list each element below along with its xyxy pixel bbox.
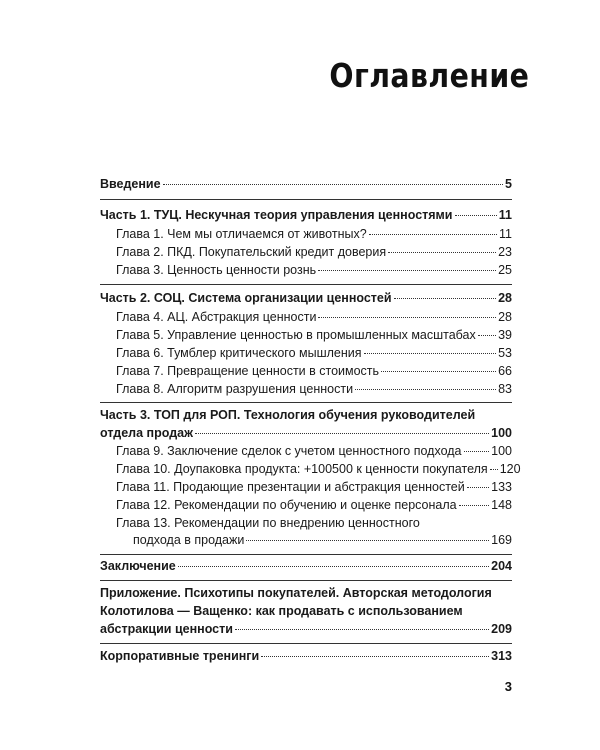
- toc-entry-page: 28: [498, 310, 512, 324]
- toc-entry-title: подхода в продажи: [133, 533, 245, 547]
- toc-entry-part-2[interactable]: [100, 290, 512, 306]
- toc-entry-title: абстракции ценности: [100, 622, 233, 636]
- toc-entry-page: 53: [498, 346, 512, 360]
- dot-leader: [364, 353, 497, 354]
- toc-entry-chapter-10[interactable]: [116, 461, 521, 477]
- dot-leader: [178, 566, 489, 567]
- toc-entry-part-3-title-line-1: Часть 3. ТОП для РОП. Технология обучения руководителей: [100, 408, 476, 422]
- toc-entry-title: Часть 2. СОЦ. Система организации ценностей: [100, 291, 392, 305]
- section-divider: [100, 554, 512, 555]
- toc-entry-chapter-13-title-line-1: Глава 13. Рекомендации по внедрению ценностного: [116, 516, 420, 530]
- toc-entry-page: 313: [491, 649, 512, 663]
- dot-leader: [381, 371, 496, 372]
- toc-entry-part-1[interactable]: [100, 207, 512, 223]
- toc-entry-title: Глава 8. Алгоритм разрушения ценности: [116, 382, 354, 396]
- section-divider: [100, 580, 512, 581]
- toc-entry-title: Часть 1. ТУЦ. Нескучная теория управления ценностями: [100, 208, 453, 222]
- toc-entry-chapter-2[interactable]: [116, 244, 512, 260]
- toc-entry-page: 100: [491, 444, 512, 458]
- toc-entry-title: отдела продаж: [100, 426, 193, 440]
- toc-entry-chapter-13[interactable]: [133, 532, 512, 548]
- toc-entry-appendix[interactable]: [100, 621, 512, 637]
- toc-entry-page: 25: [498, 263, 512, 277]
- toc-entry-page: 23: [498, 245, 512, 259]
- toc-entry-title: Глава 2. ПКД. Покупательский кредит доверия: [116, 245, 387, 259]
- toc-entry-page: 169: [491, 533, 512, 547]
- toc-entry-chapter-5[interactable]: [116, 327, 512, 343]
- toc-entry-title: Глава 4. АЦ. Абстракция ценности: [116, 310, 317, 324]
- toc-entry-page: 66: [498, 364, 512, 378]
- toc-entry-chapter-12[interactable]: [116, 497, 512, 513]
- toc-entry-conclusion[interactable]: [100, 558, 512, 574]
- dot-leader: [490, 469, 498, 470]
- toc-entry-chapter-1[interactable]: [116, 226, 512, 242]
- toc-entry-chapter-6[interactable]: [116, 345, 512, 361]
- toc-entry-page: 148: [491, 498, 512, 512]
- toc-entry-title: Заключение: [100, 559, 176, 573]
- dot-leader: [355, 389, 496, 390]
- toc-entry-introduction[interactable]: [100, 176, 512, 192]
- dot-leader: [478, 335, 496, 336]
- dot-leader: [195, 433, 489, 434]
- toc-entry-page: 209: [491, 622, 512, 636]
- toc-entry-chapter-8[interactable]: [116, 381, 512, 397]
- toc-entry-page: 28: [498, 291, 512, 305]
- toc-entry-title: Корпоративные тренинги: [100, 649, 260, 663]
- toc-entry-chapter-4[interactable]: [116, 309, 512, 325]
- dot-leader: [388, 252, 496, 253]
- toc-entry-chapter-3[interactable]: [116, 262, 512, 278]
- dot-leader: [318, 317, 496, 318]
- toc-entry-title: Введение: [100, 177, 161, 191]
- dot-leader: [235, 629, 489, 630]
- dot-leader: [369, 234, 497, 235]
- section-divider: [100, 643, 512, 644]
- toc-entry-page: 100: [491, 426, 512, 440]
- toc-entry-appendix-title-line-2: Колотилова — Ващенко: как продавать с использованием: [100, 604, 463, 618]
- toc-entry-page: 120: [499, 462, 521, 476]
- toc-entry-title: Глава 6. Тумблер критического мышления: [116, 346, 362, 360]
- toc-entry-page: 83: [498, 382, 512, 396]
- toc-entry-title: Глава 7. Превращение ценности в стоимость: [116, 364, 380, 378]
- dot-leader: [467, 487, 489, 488]
- toc-entry-trainings[interactable]: [100, 648, 512, 664]
- dot-leader: [459, 505, 490, 506]
- section-divider: [100, 284, 512, 285]
- dot-leader: [318, 270, 496, 271]
- toc-entry-title: Глава 11. Продающие презентации и абстракция ценностей: [116, 480, 465, 494]
- toc-entry-page: 11: [499, 227, 512, 241]
- toc-entry-title: Глава 9. Заключение сделок с учетом ценностного подхода: [116, 444, 462, 458]
- toc-entry-page: 133: [491, 480, 512, 494]
- toc-entry-title: Глава 5. Управление ценностью в промышленных масштабах: [116, 328, 476, 342]
- toc-entry-title: Глава 3. Ценность ценности рознь: [116, 263, 317, 277]
- toc-entry-title: Глава 1. Чем мы отличаемся от животных?: [116, 227, 367, 241]
- toc-entry-appendix-title-line-1: Приложение. Психотипы покупателей. Авторская методология: [100, 586, 492, 600]
- toc-entry-page: 11: [498, 208, 512, 222]
- dot-leader: [261, 656, 489, 657]
- toc-entry-chapter-11[interactable]: [116, 479, 512, 495]
- dot-leader: [394, 298, 497, 299]
- dot-leader: [455, 215, 497, 216]
- section-divider: [100, 402, 512, 403]
- section-divider: [100, 199, 512, 200]
- toc-entry-page: 204: [491, 559, 512, 573]
- toc-entry-chapter-9[interactable]: [116, 443, 512, 459]
- dot-leader: [464, 451, 490, 452]
- toc-entry-page: 5: [505, 177, 512, 191]
- dot-leader: [246, 540, 489, 541]
- toc-entry-title: Глава 12. Рекомендации по обучению и оценке персонала: [116, 498, 457, 512]
- toc-entry-part-3[interactable]: [100, 425, 512, 441]
- page-title: Оглавление: [329, 56, 530, 95]
- page-number: 3: [504, 679, 512, 694]
- dot-leader: [163, 184, 503, 185]
- toc-entry-page: 39: [498, 328, 512, 342]
- toc-entry-chapter-7[interactable]: [116, 363, 512, 379]
- toc-entry-title: Глава 10. Доупаковка продукта: +100500 к ценности покупателя: [116, 462, 488, 476]
